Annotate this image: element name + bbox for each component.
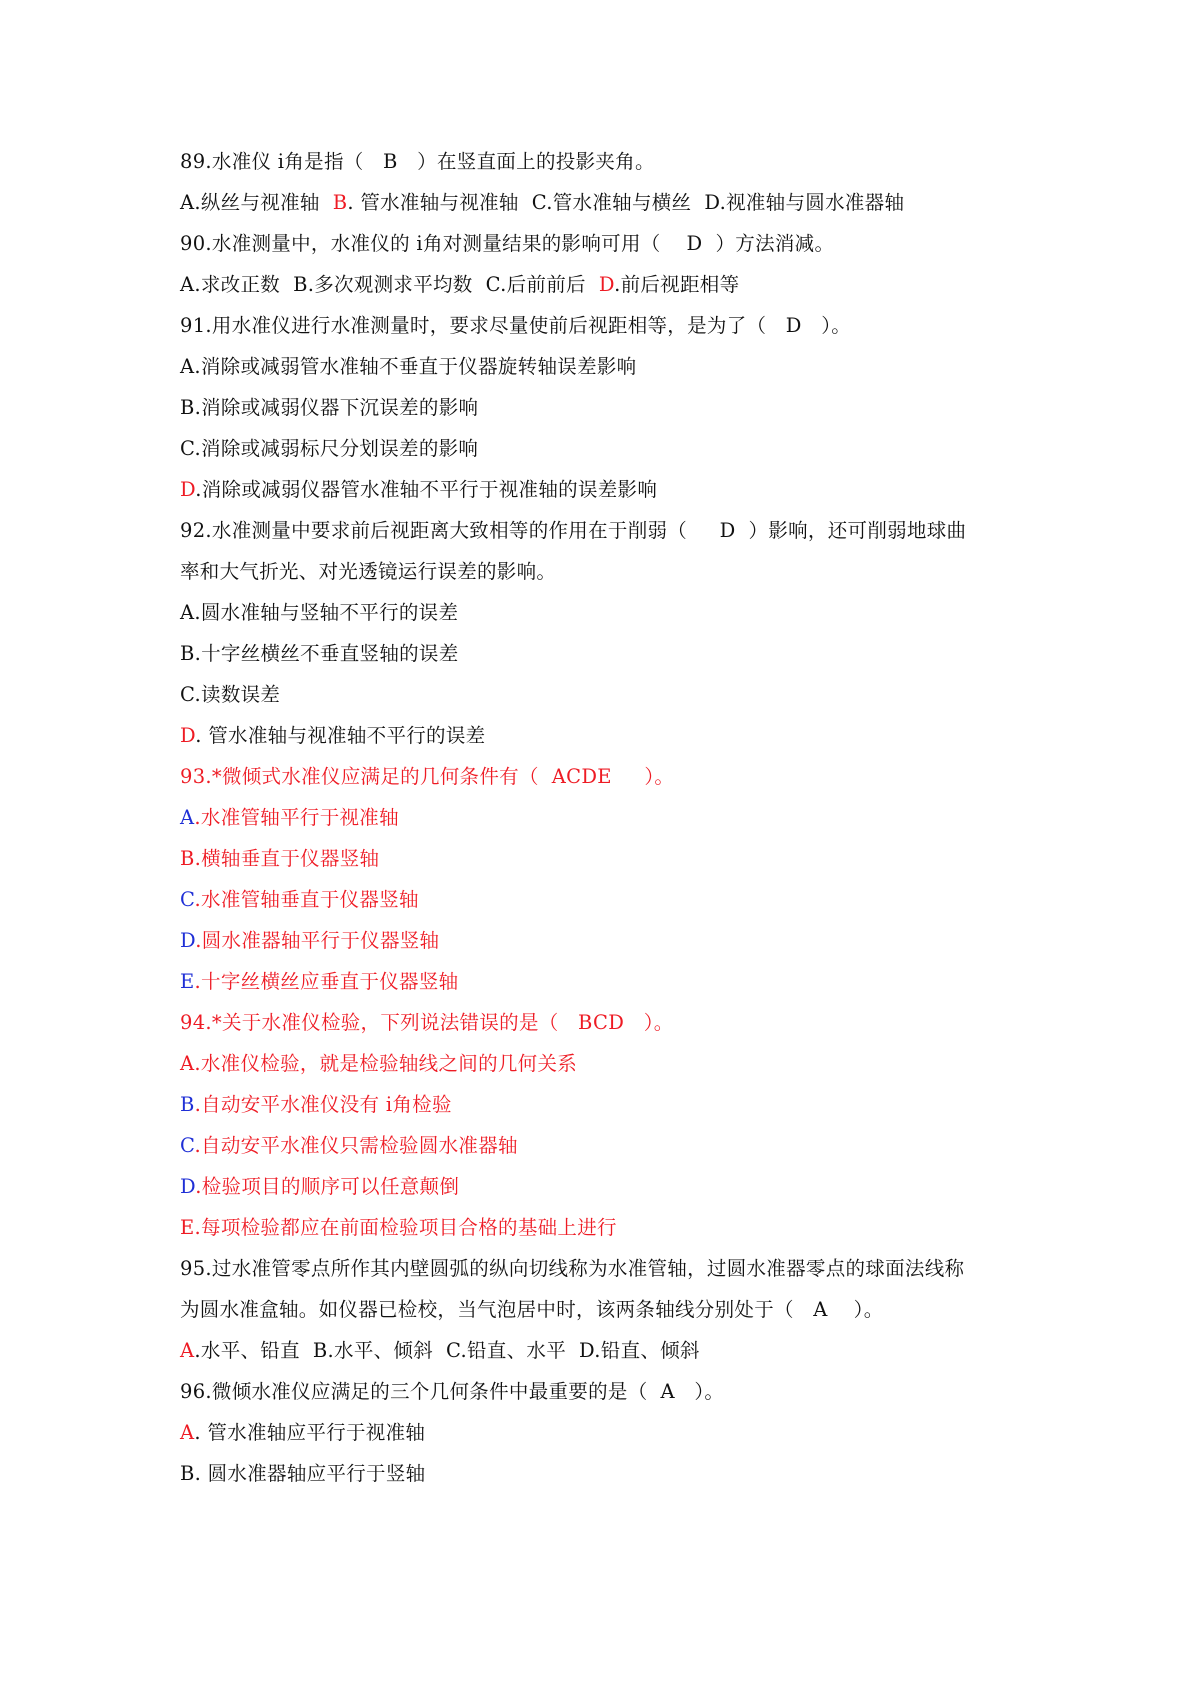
text-segment: 90.水准测量中，水准仪的 i角对测量结果的影响可用（ D ）方法消减。 bbox=[180, 232, 835, 255]
text-line bbox=[180, 592, 1040, 633]
text-segment: C.读数误差 bbox=[180, 683, 281, 706]
text-segment: .前后视距相等 bbox=[614, 273, 740, 296]
text-segment: 96.微倾水准仪应满足的三个几何条件中最重要的是（ A ）。 bbox=[180, 1380, 725, 1403]
text-segment: .十字丝横丝应垂直于仪器竖轴 bbox=[194, 970, 459, 993]
text-segment: B.消除或减弱仪器下沉误差的影响 bbox=[180, 396, 479, 419]
text-segment: A.水准仪检验，就是检验轴线之间的几何关系 bbox=[180, 1052, 578, 1075]
text-segment: 91.用水准仪进行水准测量时，要求尽量使前后视距相等，是为了（ D ）。 bbox=[180, 314, 852, 337]
text-segment: .自动安平水准仪只需检验圆水准器轴 bbox=[194, 1134, 518, 1157]
text-line bbox=[180, 305, 1040, 346]
text-segment: .水准管轴平行于视准轴 bbox=[194, 806, 399, 829]
text-segment: .检验项目的顺序可以任意颠倒 bbox=[195, 1175, 460, 1198]
text-line bbox=[180, 797, 1040, 838]
text-line bbox=[180, 1084, 1040, 1125]
text-segment: 95.过水准管零点所作其内壁圆弧的纵向切线称为水准管轴，过圆水准器零点的球面法线称 bbox=[180, 1257, 965, 1280]
text-segment: A bbox=[180, 806, 195, 829]
text-line bbox=[180, 141, 1040, 182]
text-line bbox=[180, 264, 1040, 305]
text-segment: D bbox=[598, 273, 615, 296]
text-line bbox=[180, 715, 1040, 756]
text-line bbox=[180, 1248, 1040, 1289]
text-line bbox=[180, 346, 1040, 387]
text-segment: B.横轴垂直于仪器竖轴 bbox=[180, 847, 380, 870]
text-segment: C.消除或减弱标尺分划误差的影响 bbox=[180, 437, 479, 460]
text-line bbox=[180, 1330, 1040, 1371]
text-segment: 89.水准仪 i角是指（ B ）在竖直面上的投影夹角。 bbox=[180, 150, 655, 173]
text-segment: . 管水准轴应平行于视准轴 bbox=[194, 1421, 426, 1444]
text-line bbox=[180, 223, 1040, 264]
document-page bbox=[180, 141, 1040, 1494]
text-line bbox=[180, 838, 1040, 879]
text-line bbox=[180, 469, 1040, 510]
text-segment: .水平、铅直 B.水平、倾斜 C.铅直、水平 D.铅直、倾斜 bbox=[194, 1339, 700, 1362]
text-segment: B.十字丝横丝不垂直竖轴的误差 bbox=[180, 642, 459, 665]
text-line bbox=[180, 1453, 1040, 1494]
text-line bbox=[180, 510, 1040, 551]
text-line bbox=[180, 1125, 1040, 1166]
text-segment: 93.*微倾式水准仪应满足的几何条件有（ ACDE ）。 bbox=[180, 765, 675, 788]
text-segment: D bbox=[180, 724, 196, 747]
text-segment: .水准管轴垂直于仪器竖轴 bbox=[194, 888, 419, 911]
text-segment: E.每项检验都应在前面检验项目合格的基础上进行 bbox=[180, 1216, 617, 1239]
text-segment: D bbox=[180, 929, 196, 952]
text-line bbox=[180, 1002, 1040, 1043]
text-segment: A bbox=[180, 1421, 195, 1444]
text-line bbox=[180, 428, 1040, 469]
text-line bbox=[180, 1412, 1040, 1453]
text-segment: A.消除或减弱管水准轴不垂直于仪器旋转轴误差影响 bbox=[180, 355, 637, 378]
text-line bbox=[180, 1166, 1040, 1207]
text-segment: 94.*关于水准仪检验，下列说法错误的是（ BCD ）。 bbox=[180, 1011, 674, 1034]
text-segment: . 管水准轴与视准轴不平行的误差 bbox=[195, 724, 486, 747]
text-segment: D bbox=[180, 478, 196, 501]
text-line bbox=[180, 633, 1040, 674]
text-segment: .自动安平水准仪没有 i角检验 bbox=[194, 1093, 452, 1116]
text-line bbox=[180, 551, 1040, 592]
text-segment: A.求改正数 B.多次观测求平均数 C.后前前后 bbox=[180, 273, 599, 296]
text-line bbox=[180, 1289, 1040, 1330]
text-line bbox=[180, 1043, 1040, 1084]
text-segment: 92.水准测量中要求前后视距离大致相等的作用在于削弱（ D ）影响，还可削弱地球曲 bbox=[180, 519, 967, 542]
text-line bbox=[180, 920, 1040, 961]
text-segment: E bbox=[180, 970, 195, 993]
text-line bbox=[180, 1207, 1040, 1248]
text-segment: A bbox=[180, 1339, 195, 1362]
text-segment: .圆水准器轴平行于仪器竖轴 bbox=[195, 929, 440, 952]
text-segment: B bbox=[180, 1093, 195, 1116]
text-segment: . 管水准轴与视准轴 C.管水准轴与横丝 D.视准轴与圆水准器轴 bbox=[347, 191, 905, 214]
text-segment: A.圆水准轴与竖轴不平行的误差 bbox=[180, 601, 459, 624]
text-line bbox=[180, 1371, 1040, 1412]
text-line bbox=[180, 387, 1040, 428]
text-segment: A.纵丝与视准轴 bbox=[180, 191, 333, 214]
text-segment: 为圆水准盒轴。如仪器已检校，当气泡居中时，该两条轴线分别处于（ A ）。 bbox=[180, 1298, 884, 1321]
text-segment: .消除或减弱仪器管水准轴不平行于视准轴的误差影响 bbox=[195, 478, 658, 501]
text-segment: 率和大气折光、对光透镜运行误差的影响。 bbox=[180, 560, 557, 583]
text-line bbox=[180, 961, 1040, 1002]
text-segment: B. 圆水准器轴应平行于竖轴 bbox=[180, 1462, 426, 1485]
text-segment: B bbox=[332, 191, 348, 214]
text-segment: C bbox=[180, 1134, 195, 1157]
text-line bbox=[180, 756, 1040, 797]
text-line bbox=[180, 879, 1040, 920]
text-segment: C bbox=[180, 888, 195, 911]
text-line bbox=[180, 674, 1040, 715]
text-line bbox=[180, 182, 1040, 223]
text-segment: D bbox=[180, 1175, 196, 1198]
